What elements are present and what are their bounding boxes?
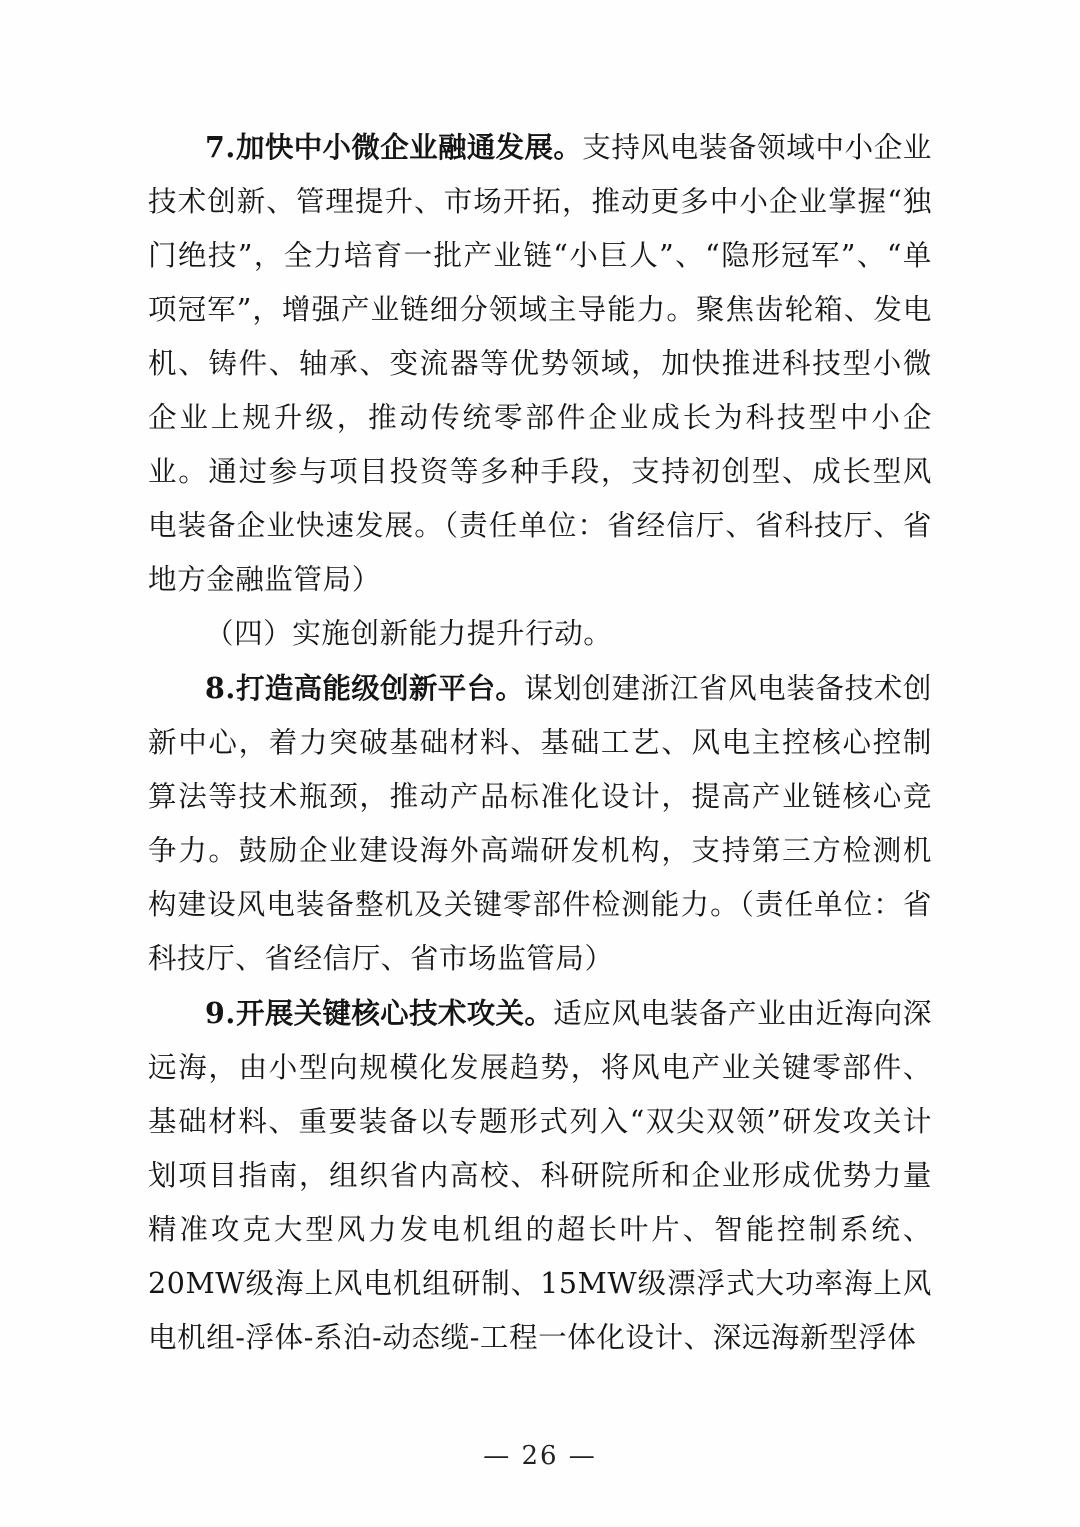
paragraph-number: 9. bbox=[205, 996, 236, 1030]
paragraph-heading: 打造高能级创新平台。 bbox=[235, 671, 525, 705]
paragraph-body: 适应风电装备产业由近海向深远海，由小型向规模化发展趋势，将风电产业关键零部件、基础材料、重要装备以专题形式列入“双尖双领”研发攻关计划项目指南，组织省内高校、科研院所和企业形成优势力量精准攻克大型风力发电机组的超长叶片、智能控制系统、20MW级海上风电机组研制、15MW级漂浮式大功率海上风电机组-浮体-系泊-动态缆-工程一体化设计、深远海新型浮体 bbox=[148, 997, 932, 1354]
paragraph-number: 7. bbox=[205, 130, 236, 164]
paragraph-item-9 bbox=[148, 986, 932, 1365]
paragraph-body: 谋划创建浙江省风电装备技术创新中心，着力突破基础材料、基础工艺、风电主控核心控制算法等技术瓶颈，推动产品标准化设计，提高产业链核心竞争力。鼓励企业建设海外高端研发机构，支持第三方检测机构建设风电装备整机及关键零部件检测能力。（责任单位：省科技厅、省经信厅、省市场监管局） bbox=[148, 672, 932, 975]
paragraph-item-8 bbox=[148, 661, 932, 986]
paragraph-body: 支持风电装备领域中小企业技术创新、管理提升、市场开拓，推动更多中小企业掌握“独门绝技”，全力培育一批产业链“小巨人”、“隐形冠军”、“单项冠军”，增强产业链细分领域主导能力。聚焦齿轮箱、发电机、铸件、轴承、变流器等优势领域，加快推进科技型小微企业上规升级，推动传统零部件企业成长为科技型中小企业。通过参与项目投资等多种手段，支持初创型、成长型风电装备企业快速发展。（责任单位：省经信厅、省科技厅、省地方金融监管局） bbox=[148, 131, 933, 596]
document-body bbox=[148, 120, 932, 1365]
paragraph-number: 8. bbox=[205, 671, 236, 705]
paragraph-section-4 bbox=[148, 607, 932, 661]
paragraph-item-7 bbox=[148, 120, 932, 607]
page-number: — 26 — bbox=[483, 1441, 597, 1471]
paragraph-heading: 加快中小微企业融通发展。 bbox=[235, 130, 583, 164]
section-label: （四）实施创新能力提升行动。 bbox=[205, 617, 613, 650]
paragraph-heading: 开展关键核心技术攻关。 bbox=[235, 996, 554, 1030]
